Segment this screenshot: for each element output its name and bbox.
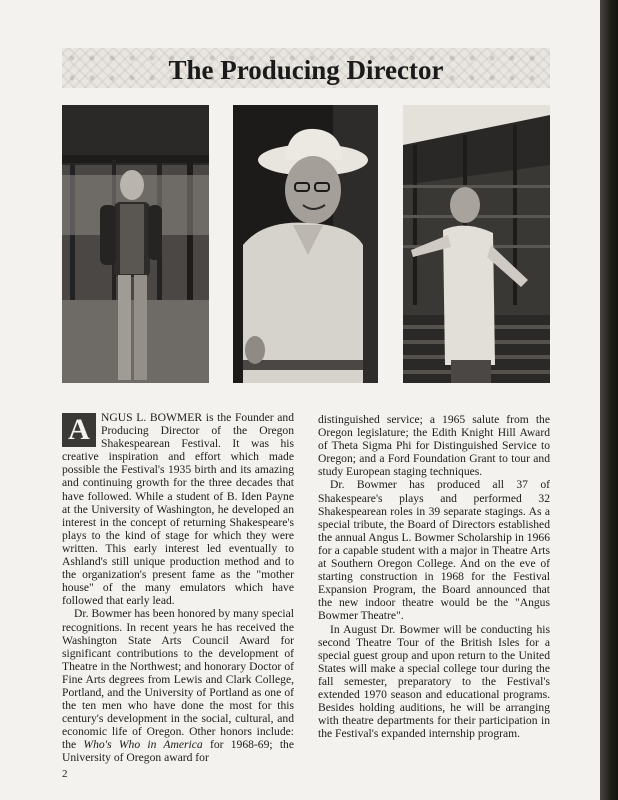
lead-name: NGUS L. BOWMER — [101, 411, 203, 424]
paragraph-productions: Dr. Bowmer has produced all 37 of Shakespeare's plays and performed 32 Shakespearean roles in 39 separate stagings. As a special tribute, the Board of Directors established the annual Angus L. Bowmer Scholarship in 1966 for a capable student with a major in Theatre Arts at Southern Oregon College. And on the eve of starting construction in 1968 for the Festival Expansion Program, the Board announced that the new indoor theatre would be the "Angus Bowmer Theatre". — [318, 478, 550, 623]
photo-theatre-gesture — [403, 105, 550, 383]
whos-who-title: Who's Who in America — [83, 738, 203, 752]
paragraph-honors-text-2: distinguished service; a 1965 salute from the Oregon legislature; the Edith Knight Hill Award of Theta Sigma Phi for Distinguished Service to Oregon; and a Ford Foundation Grant to tour and study European staging techniques. — [318, 413, 550, 479]
article-column-left — [62, 411, 294, 765]
page-number: 2 — [62, 768, 68, 780]
paragraph-honors-text-1: Dr. Bowmer has been honored by many special recognitions. In recent years he has received the Washington State Arts Council Award for significant contributions to the development of Theatre in the Northwest; and honorary Doctor of Fine Arts degrees from Lewis and Clark College, Portland, and the University of Portland as one of the ten men who have done the most for this century's development in the social, cultural, and economic life of Oregon. Other honors include: the — [62, 607, 294, 752]
page-edge-shadow — [600, 0, 618, 800]
paragraph-intro-text: is the Founder and Producing Director of the Oregon Shakespearean Festival. It was his creative inspiration and effort which made possible the Festival's 1935 birth and its amazing and continuing growth for the three decades that have followed. While a student of B. Iden Payne at the University of Washington, he developed an interest in the concept of returning Shakespeare's plays to the kind of stage for which they were written. This early interest led eventually to Ashland's still unique production method and to the organization's present fame as the "mother house" of the many emulators which have followed that early lead. — [62, 411, 295, 608]
photo-man-in-hat — [233, 105, 378, 383]
paragraph-honors — [62, 607, 294, 764]
paragraph-tour: In August Dr. Bowmer will be conducting his second Theatre Tour of the British Isles for a special guest group and upon return to the United States will make a special college tour during the fall semester, preparatory to the Festival's extended 1970 season and educational programs. Besides holding auditions, he will be arranging with theatre departments for their participation in the Festival's expanded internship program. — [318, 622, 550, 741]
dropcap-letter: A — [62, 413, 96, 447]
article-column-right — [318, 413, 550, 740]
page-title: The Producing Director — [168, 55, 444, 85]
paragraph-honors-text-2-start: for 1968-69; the University of Oregon award for — [62, 738, 294, 765]
paragraph-honors-continued — [318, 413, 550, 478]
paragraph-intro — [62, 411, 294, 607]
photo-construction-site — [62, 105, 209, 383]
